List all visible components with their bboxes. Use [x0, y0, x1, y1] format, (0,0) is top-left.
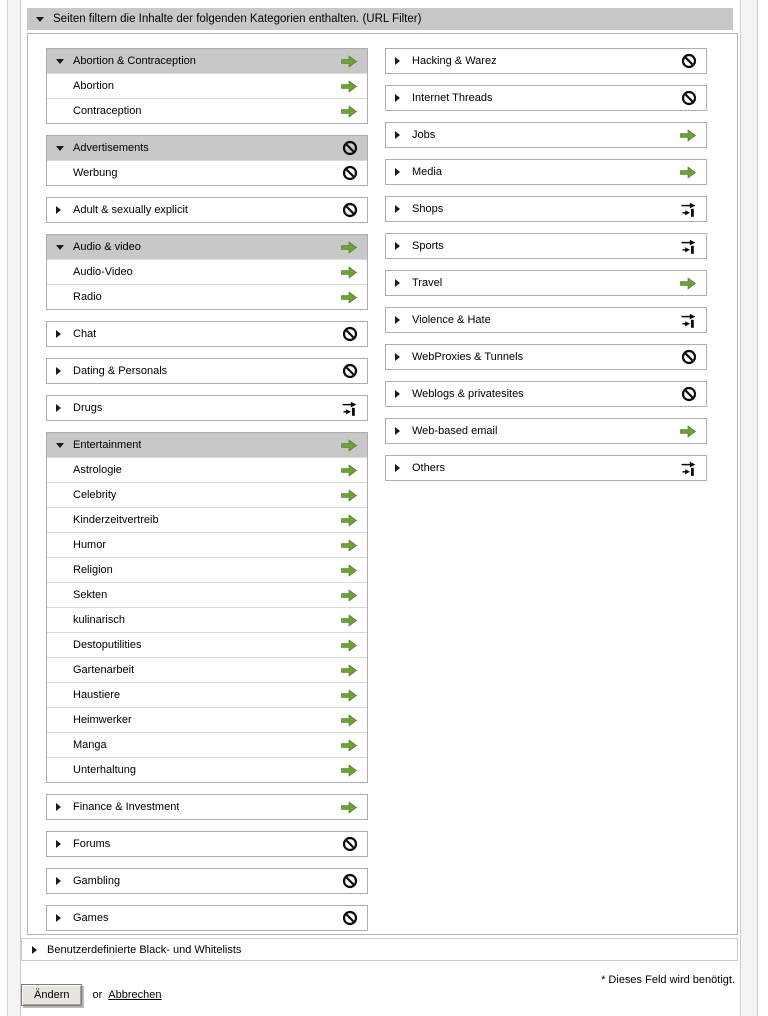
arrow-to-bar-icon[interactable] [680, 313, 697, 328]
category-label: Astrologie [73, 464, 122, 476]
block-icon[interactable] [681, 53, 697, 69]
chevron-right-icon [395, 464, 412, 472]
or-text: or [92, 989, 103, 1001]
block-icon[interactable] [681, 349, 697, 365]
category-row-violence-hate[interactable] [386, 308, 706, 332]
chevron-right-icon [395, 427, 412, 435]
subcategory-row-destoputilities[interactable] [47, 632, 367, 657]
category-label: Shops [412, 203, 444, 215]
category-column-left [46, 48, 368, 942]
category-label: Kinderzeitvertreib [73, 514, 159, 526]
green-arrow-icon[interactable] [340, 539, 358, 552]
category-label: Religion [73, 564, 113, 576]
chevron-right-icon [56, 803, 73, 811]
category-label: Humor [73, 539, 107, 551]
category-group-abortion-contraception [46, 48, 368, 124]
green-arrow-icon[interactable] [679, 277, 697, 290]
category-label: Drugs [73, 402, 103, 414]
category-label: Travel [412, 277, 443, 289]
category-label: Audio & video [73, 241, 141, 253]
green-arrow-icon[interactable] [340, 464, 358, 477]
green-arrow-icon[interactable] [340, 714, 358, 727]
category-label: Sekten [73, 589, 108, 601]
chevron-right-icon [395, 131, 412, 139]
category-row-webproxies-tunnels[interactable] [386, 345, 706, 369]
green-arrow-icon[interactable] [340, 564, 358, 577]
chevron-right-icon [56, 840, 73, 848]
category-label: Dating & Personals [73, 365, 168, 377]
arrow-to-bar-icon[interactable] [680, 202, 697, 217]
category-group-web-based-email [385, 418, 707, 444]
chevron-down-icon [56, 59, 73, 64]
category-label: Violence & Hate [412, 314, 491, 326]
green-arrow-icon[interactable] [340, 589, 358, 602]
chevron-right-icon [32, 946, 47, 954]
category-column-right [385, 48, 707, 492]
chevron-right-icon [56, 914, 73, 922]
subcategory-row-kinderzeitvertreib[interactable] [47, 507, 367, 532]
category-group-forums [46, 831, 368, 857]
required-field-note: * Dieses Feld wird benötigt. [601, 974, 735, 986]
green-arrow-icon[interactable] [340, 739, 358, 752]
green-arrow-icon[interactable] [340, 664, 358, 677]
cancel-link[interactable]: Abbrechen [108, 989, 162, 1001]
chevron-right-icon [56, 404, 73, 412]
green-arrow-icon[interactable] [340, 80, 358, 93]
category-label: Media [412, 166, 442, 178]
category-label: Audio-Video [73, 266, 133, 278]
url-filter-section-header[interactable] [27, 8, 733, 30]
chevron-right-icon [395, 390, 412, 398]
category-label: Others [412, 462, 446, 474]
chevron-right-icon [56, 206, 73, 214]
category-filter-box [27, 33, 738, 935]
category-label: Forums [73, 838, 111, 850]
arrow-to-bar-icon[interactable] [341, 401, 358, 416]
green-arrow-icon[interactable] [340, 614, 358, 627]
category-label: Abortion [73, 80, 114, 92]
green-arrow-icon[interactable] [340, 639, 358, 652]
subcategory-row-manga[interactable] [47, 732, 367, 757]
category-label: Gartenarbeit [73, 664, 135, 676]
subcategory-row-astrologie[interactable] [47, 457, 367, 482]
category-row-web-based-email[interactable] [386, 419, 706, 443]
category-group-dating-personals [46, 358, 368, 384]
category-group-internet-threads [385, 85, 707, 111]
category-row-games[interactable] [47, 906, 367, 930]
chevron-right-icon [395, 57, 412, 65]
subcategory-row-contraception[interactable] [47, 98, 367, 123]
green-arrow-icon[interactable] [340, 801, 358, 814]
category-label: Celebrity [73, 489, 117, 501]
category-label: Radio [73, 291, 102, 303]
green-arrow-icon[interactable] [340, 689, 358, 702]
block-icon[interactable] [342, 165, 358, 181]
category-label: kulinarisch [73, 614, 125, 626]
category-label: Heimwerker [73, 714, 132, 726]
category-group-finance-investment [46, 794, 368, 820]
category-label: Games [73, 912, 109, 924]
category-label: Werbung [73, 167, 118, 179]
category-label: Advertisements [73, 142, 149, 154]
chevron-right-icon [56, 330, 73, 338]
category-label: Destoputilities [73, 639, 142, 651]
category-group-webproxies-tunnels [385, 344, 707, 370]
subcategory-row-gartenarbeit[interactable] [47, 657, 367, 682]
chevron-right-icon [395, 205, 412, 213]
chevron-down-icon [56, 443, 73, 448]
block-icon[interactable] [342, 910, 358, 926]
subcategory-row-abortion[interactable] [47, 73, 367, 98]
green-arrow-icon[interactable] [340, 291, 358, 304]
category-label: Contraception [73, 105, 142, 117]
subcategory-row-radio[interactable] [47, 284, 367, 309]
category-row-sports[interactable] [386, 234, 706, 258]
arrow-to-bar-icon[interactable] [680, 239, 697, 254]
category-group-hacking-warez [385, 48, 707, 74]
category-row-finance-investment[interactable] [47, 795, 367, 819]
left-gutter [7, 0, 21, 1016]
category-row-shops[interactable] [386, 197, 706, 221]
category-group-entertainment [46, 432, 368, 783]
category-row-travel[interactable] [386, 271, 706, 295]
right-gutter [741, 0, 758, 1016]
footer-actions [21, 984, 161, 1006]
category-label: Abortion & Contraception [73, 55, 196, 67]
block-icon[interactable] [342, 836, 358, 852]
category-group-sports [385, 233, 707, 259]
block-icon[interactable] [342, 140, 358, 156]
category-row-abortion-contraception[interactable] [47, 49, 367, 73]
block-icon[interactable] [342, 202, 358, 218]
category-label: Finance & Investment [73, 801, 180, 813]
category-label: Entertainment [73, 439, 142, 451]
category-label: Sports [412, 240, 444, 252]
category-group-jobs [385, 122, 707, 148]
block-icon[interactable] [681, 386, 697, 402]
category-label: Weblogs & privatesites [412, 388, 524, 400]
category-label: Adult & sexually explicit [73, 204, 188, 216]
subcategory-row-humor[interactable] [47, 532, 367, 557]
subcategory-row-werbung[interactable] [47, 160, 367, 185]
subcategory-row-celebrity[interactable] [47, 482, 367, 507]
category-group-media [385, 159, 707, 185]
category-label: Jobs [412, 129, 436, 141]
category-row-forums[interactable] [47, 832, 367, 856]
category-row-drugs[interactable] [47, 396, 367, 420]
green-arrow-icon[interactable] [340, 514, 358, 527]
subcategory-row-sekten[interactable] [47, 582, 367, 607]
category-row-adult-sexually-explicit[interactable] [47, 198, 367, 222]
category-row-media[interactable] [386, 160, 706, 184]
submit-button[interactable]: Ändern [21, 984, 82, 1006]
category-label: Chat [73, 328, 97, 340]
chevron-right-icon [395, 242, 412, 250]
category-label: Gambling [73, 875, 121, 887]
content-panel [20, 0, 741, 1016]
category-row-weblogs-privatesites[interactable] [386, 382, 706, 406]
section-header-label: Seiten filtern die Inhalte der folgenden Kategorien enthalten. (URL Filter) [53, 13, 422, 25]
block-icon[interactable] [342, 326, 358, 342]
category-group-others [385, 455, 707, 481]
blacklist-whitelist-section-header[interactable] [21, 938, 738, 961]
category-group-audio-video [46, 234, 368, 310]
category-label: WebProxies & Tunnels [412, 351, 524, 363]
green-arrow-icon[interactable] [340, 439, 358, 452]
subcategory-row-haustiere[interactable] [47, 682, 367, 707]
category-row-audio-video[interactable] [47, 235, 367, 259]
chevron-right-icon [395, 279, 412, 287]
category-group-drugs [46, 395, 368, 421]
chevron-down-icon [36, 17, 53, 22]
category-label: Hacking & Warez [412, 55, 497, 67]
green-arrow-icon[interactable] [679, 166, 697, 179]
block-icon[interactable] [681, 90, 697, 106]
green-arrow-icon[interactable] [340, 105, 358, 118]
chevron-right-icon [56, 877, 73, 885]
category-label: Haustiere [73, 689, 121, 701]
category-group-adult-sexually-explicit [46, 197, 368, 223]
category-group-weblogs-privatesites [385, 381, 707, 407]
category-group-travel [385, 270, 707, 296]
category-group-advertisements [46, 135, 368, 186]
block-icon[interactable] [342, 363, 358, 379]
chevron-right-icon [395, 168, 412, 176]
chevron-right-icon [395, 316, 412, 324]
category-group-shops [385, 196, 707, 222]
chevron-right-icon [56, 367, 73, 375]
category-row-gambling[interactable] [47, 869, 367, 893]
category-group-gambling [46, 868, 368, 894]
category-group-violence-hate [385, 307, 707, 333]
category-label: Unterhaltung [73, 764, 136, 776]
category-row-entertainment[interactable] [47, 433, 367, 457]
category-group-games [46, 905, 368, 931]
block-icon[interactable] [342, 873, 358, 889]
category-row-internet-threads[interactable] [386, 86, 706, 110]
category-row-others[interactable] [386, 456, 706, 480]
subcategory-row-kulinarisch[interactable] [47, 607, 367, 632]
subcategory-row-audio-video[interactable] [47, 259, 367, 284]
chevron-down-icon [56, 146, 73, 151]
chevron-right-icon [395, 94, 412, 102]
green-arrow-icon[interactable] [340, 764, 358, 777]
category-label: Manga [73, 739, 107, 751]
category-row-advertisements[interactable] [47, 136, 367, 160]
chevron-right-icon [395, 353, 412, 361]
green-arrow-icon[interactable] [340, 489, 358, 502]
category-row-dating-personals[interactable] [47, 359, 367, 383]
arrow-to-bar-icon[interactable] [680, 461, 697, 476]
category-group-chat [46, 321, 368, 347]
subcategory-row-heimwerker[interactable] [47, 707, 367, 732]
green-arrow-icon[interactable] [679, 129, 697, 142]
green-arrow-icon[interactable] [679, 425, 697, 438]
subcategory-row-unterhaltung[interactable] [47, 757, 367, 782]
green-arrow-icon[interactable] [340, 266, 358, 279]
category-row-jobs[interactable] [386, 123, 706, 147]
chevron-down-icon [56, 245, 73, 250]
category-label: Internet Threads [412, 92, 493, 104]
category-row-hacking-warez[interactable] [386, 49, 706, 73]
category-label: Web-based email [412, 425, 498, 437]
category-row-chat[interactable] [47, 322, 367, 346]
subcategory-row-religion[interactable] [47, 557, 367, 582]
green-arrow-icon[interactable] [340, 241, 358, 254]
green-arrow-icon[interactable] [340, 55, 358, 68]
bottom-section-label: Benutzerdefinierte Black- und Whitelists [47, 943, 242, 956]
